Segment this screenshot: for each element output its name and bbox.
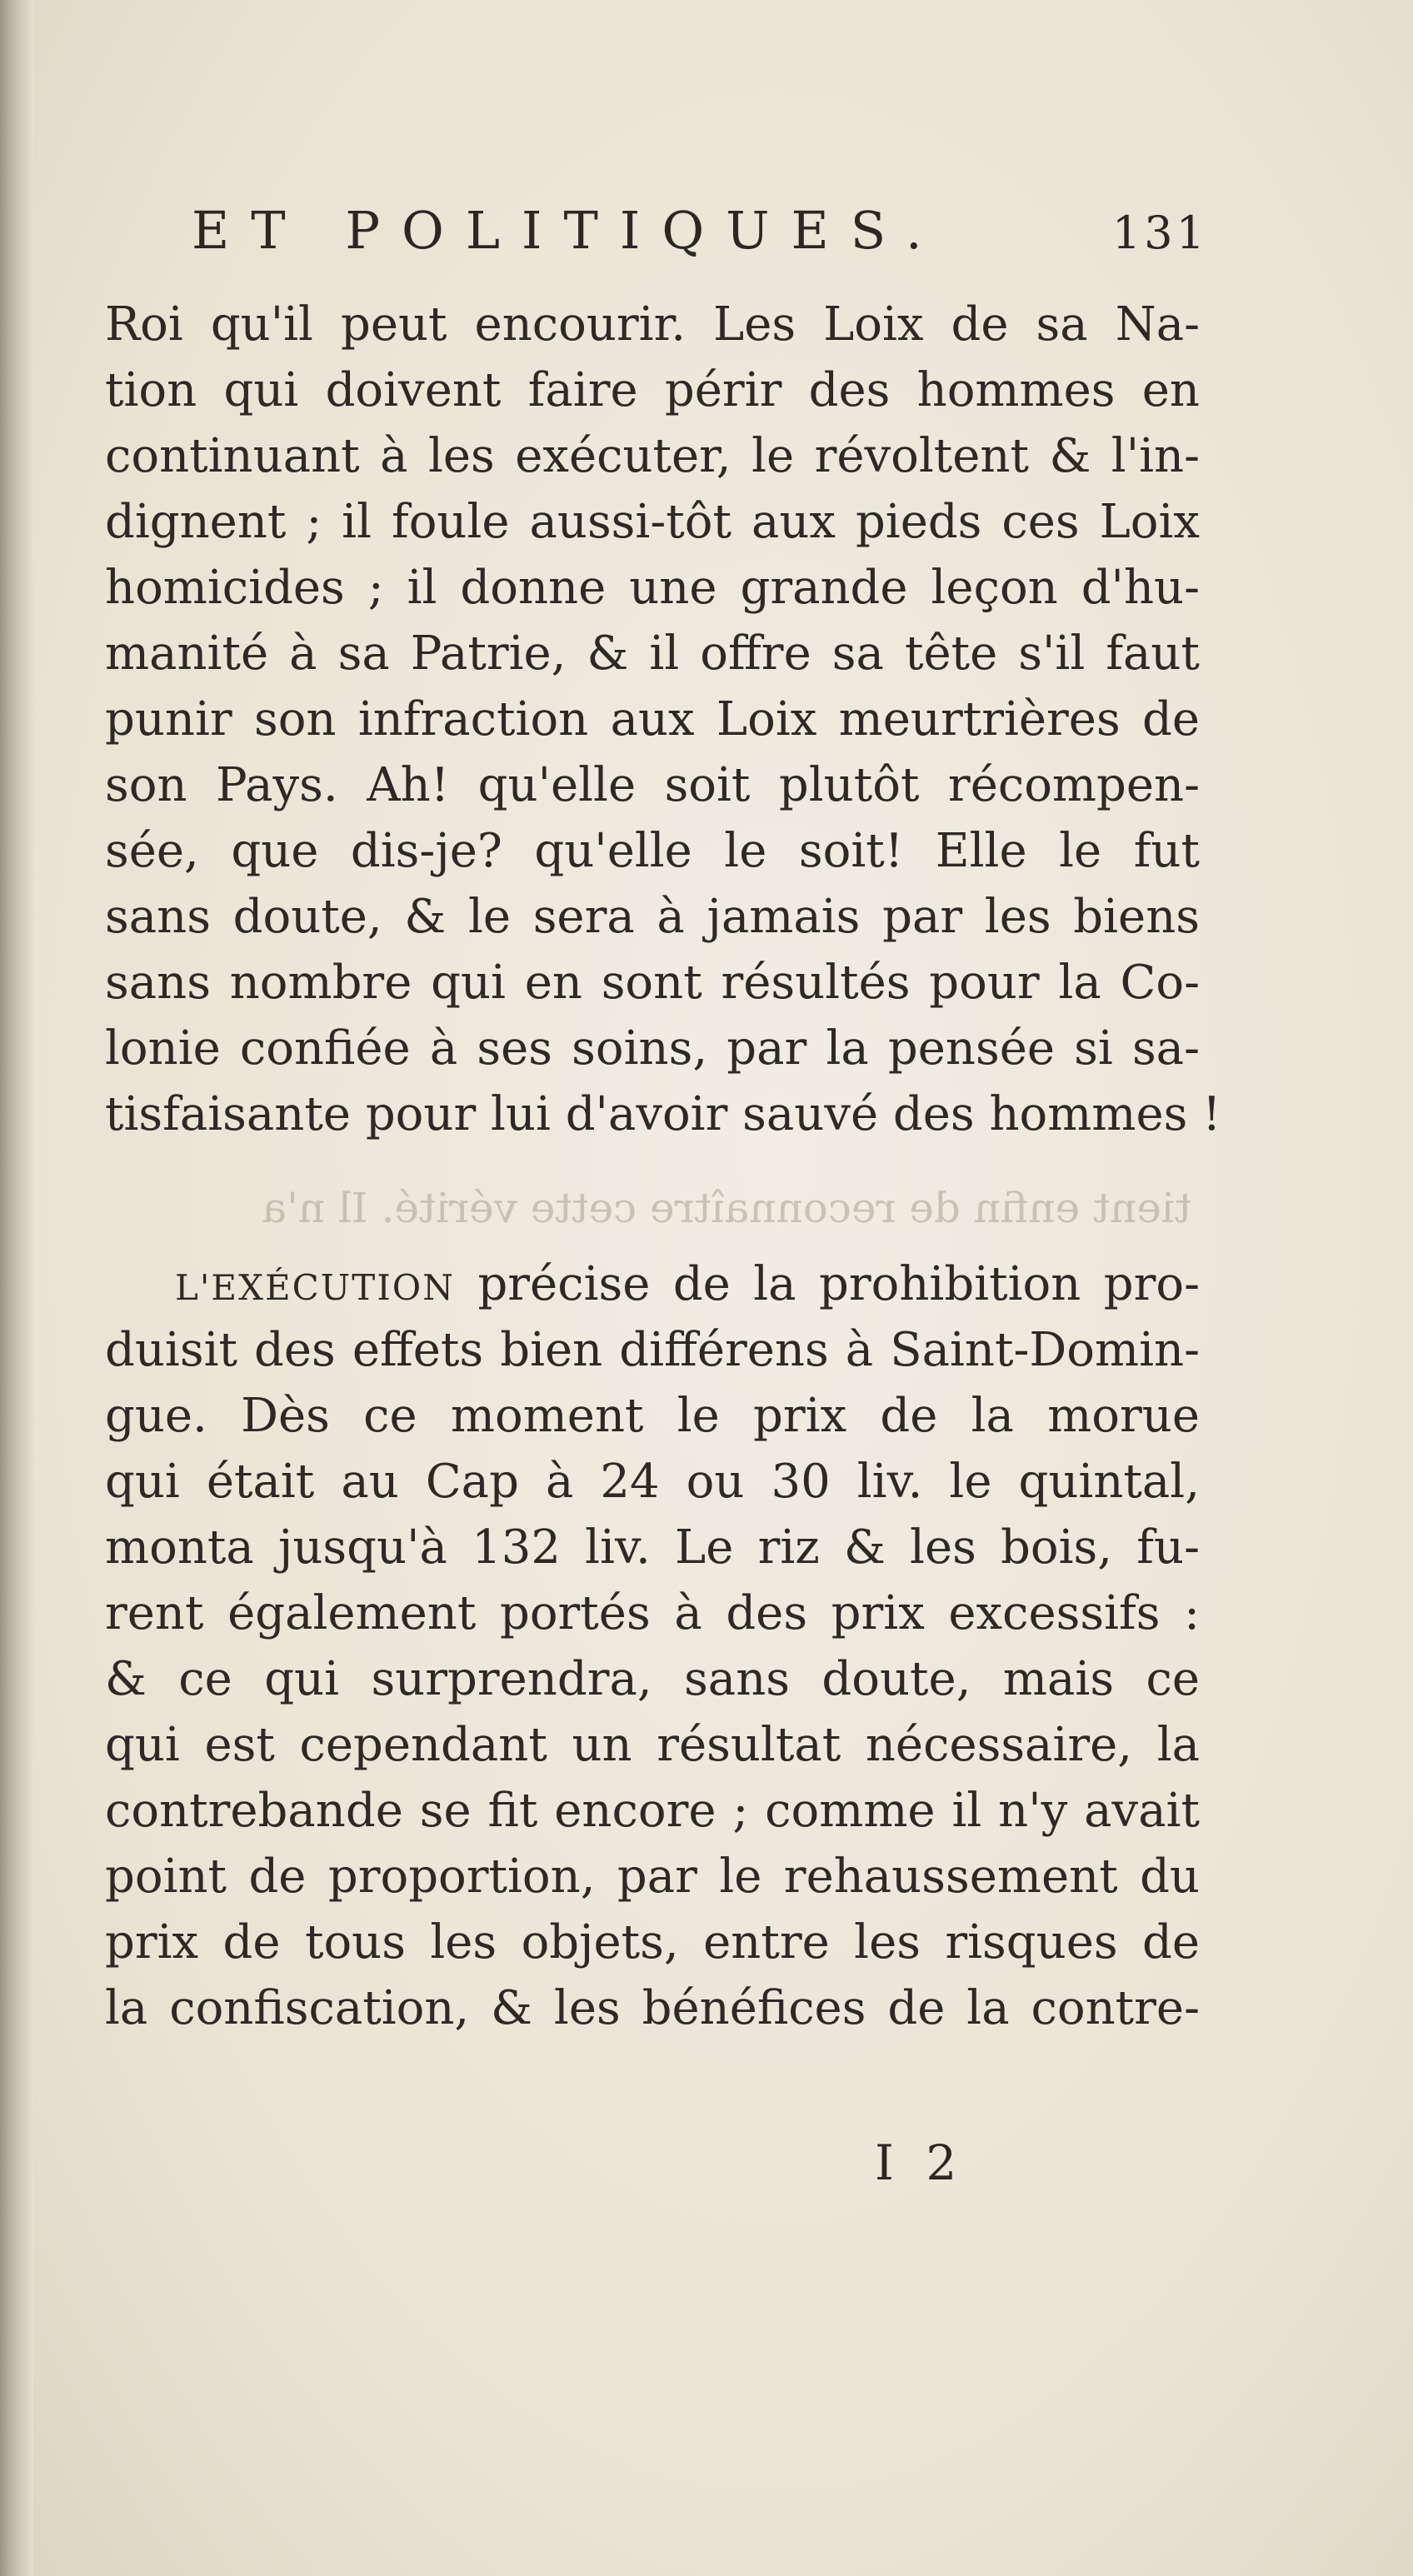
page-number: 131: [1111, 207, 1208, 259]
text-line: sans doute, & le sera à jamais par les biens: [105, 890, 1200, 944]
text-line: sans nombre qui en sont résultés pour la Co-: [105, 956, 1200, 1010]
text-line: son Pays. Ah! qu'elle soit plutôt récompen-: [105, 758, 1200, 812]
signature-mark: I 2: [875, 2134, 966, 2191]
text-line-first: [105, 1251, 1200, 1317]
text-line: rent également portés à des prix excessifs :: [105, 1586, 1200, 1640]
text-line: duisit des effets bien différens à Saint-Domin-: [105, 1323, 1200, 1377]
text-line: homicides ; il donne une grande leçon d'hu-: [105, 561, 1200, 615]
paragraph-1: [105, 292, 1221, 1147]
text-line: contrebande se fit encore ; comme il n'y avait: [105, 1784, 1200, 1838]
text-line: tisfaisante pour lui d'avoir sauvé des hommes !: [105, 1087, 1221, 1141]
text-line: Roi qu'il peut encourir. Les Loix de sa Na-: [105, 297, 1200, 352]
page-gutter: [0, 0, 33, 2576]
text-line: manité à sa Patrie, & il offre sa tête s'il faut: [105, 627, 1200, 681]
text-line: monta jusqu'à 132 liv. Le riz & les bois, fu-: [105, 1520, 1200, 1575]
running-title: ET POLITIQUES.: [192, 200, 944, 261]
text-line: tion qui doivent faire périr des hommes en: [105, 363, 1200, 417]
text-line: continuant à les exécuter, le révoltent & l'in-: [105, 429, 1200, 483]
text-line: gue. Dès ce moment le prix de la morue: [105, 1389, 1200, 1443]
text-line: lonie confiée à ses soins, par la pensée si sa-: [105, 1021, 1200, 1076]
paragraph-2: [105, 1251, 1200, 2041]
page-header: [192, 193, 1208, 268]
text-line: prix de tous les objets, entre les risques de: [105, 1915, 1200, 1969]
text-line: la confiscation, & les bénéfices de la contre-: [105, 1981, 1200, 2035]
smallcaps-lead: L'EXÉCUTION: [175, 1267, 455, 1308]
text-line: punir son infraction aux Loix meurtrières de: [105, 692, 1200, 746]
text-line: qui était au Cap à 24 ou 30 liv. le quintal,: [105, 1455, 1200, 1509]
text-line: & ce qui surprendra, sans doute, mais ce: [105, 1652, 1200, 1706]
text-line: dignent ; il foule aussi-tôt aux pieds ces Loix: [105, 495, 1200, 549]
bleed-through-text: tient enfin de reconnaître cette vérité. Il n'a: [262, 1184, 1191, 1232]
first-line-rest: précise de la prohibition pro-: [454, 1257, 1200, 1311]
text-line: point de proportion, par le rehaussement du: [105, 1850, 1200, 1904]
text-line: sée, que dis-je? qu'elle le soit! Elle le fut: [105, 824, 1200, 878]
text-line: qui est cependant un résultat nécessaire, la: [105, 1718, 1200, 1772]
